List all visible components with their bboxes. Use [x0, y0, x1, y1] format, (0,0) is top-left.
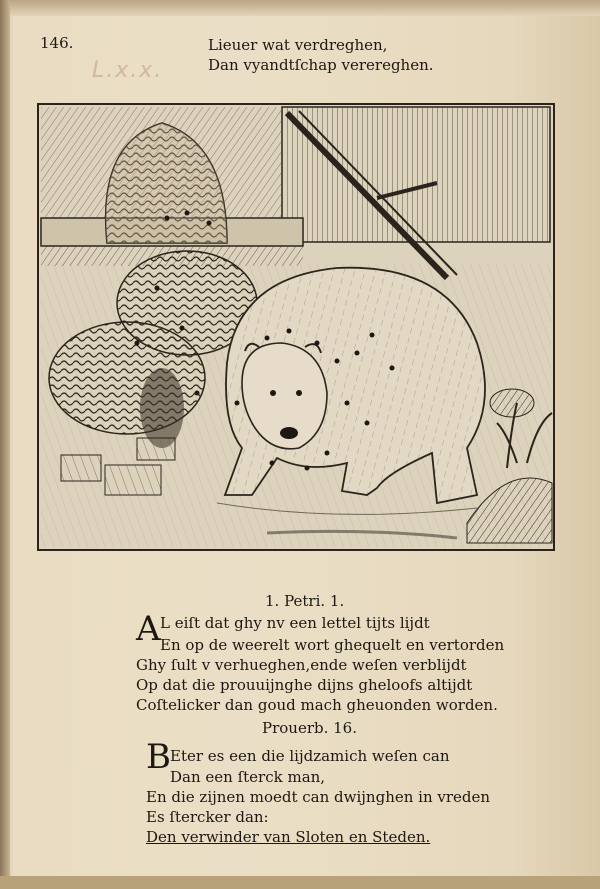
header-line-1: Lieuer wat verdreghen,: [208, 36, 388, 54]
verse-1-line-2: En op de weerelt wort ghequelt en vertorden: [160, 636, 505, 654]
page-bottom-edge: [0, 876, 600, 889]
page-number: 146.: [40, 34, 74, 52]
verse-2-line-1: Eter es een die lijdzamich weſen can: [170, 747, 450, 765]
verse-2-line-4: Es ſtercker dan:: [146, 808, 269, 826]
verse-2-reference: Prouerb. 16.: [262, 719, 357, 737]
verse-1-reference: 1. Petri. 1.: [265, 592, 345, 610]
verse-1-line-5: Coſtelicker dan goud mach gheuonden worden.: [136, 696, 498, 714]
verse-2-line-5: Den verwinder van Sloten en Steden.: [146, 828, 431, 846]
verse-1-line-3: Ghy ſult v verhueghen,ende weſen verblijdt: [136, 656, 467, 674]
verse-2-line-2: Dan een ſterck man,: [170, 768, 326, 786]
header-line-2: Dan vyandtſchap verereghen.: [208, 56, 434, 74]
pencil-annotation: L.x.x.: [92, 58, 164, 83]
verse-1-line-1: L eiſt dat ghy nv een lettel tijts lijdt: [160, 614, 430, 632]
verse-2-initial: B: [146, 737, 171, 777]
verse-1-initial: A: [136, 609, 161, 649]
verse-2-line-3: En die zijnen moedt can dwijnghen in vreden: [146, 788, 491, 806]
verse-1-line-4: Op dat die prouuijnghe dijns gheloofs altijdt: [136, 676, 473, 694]
